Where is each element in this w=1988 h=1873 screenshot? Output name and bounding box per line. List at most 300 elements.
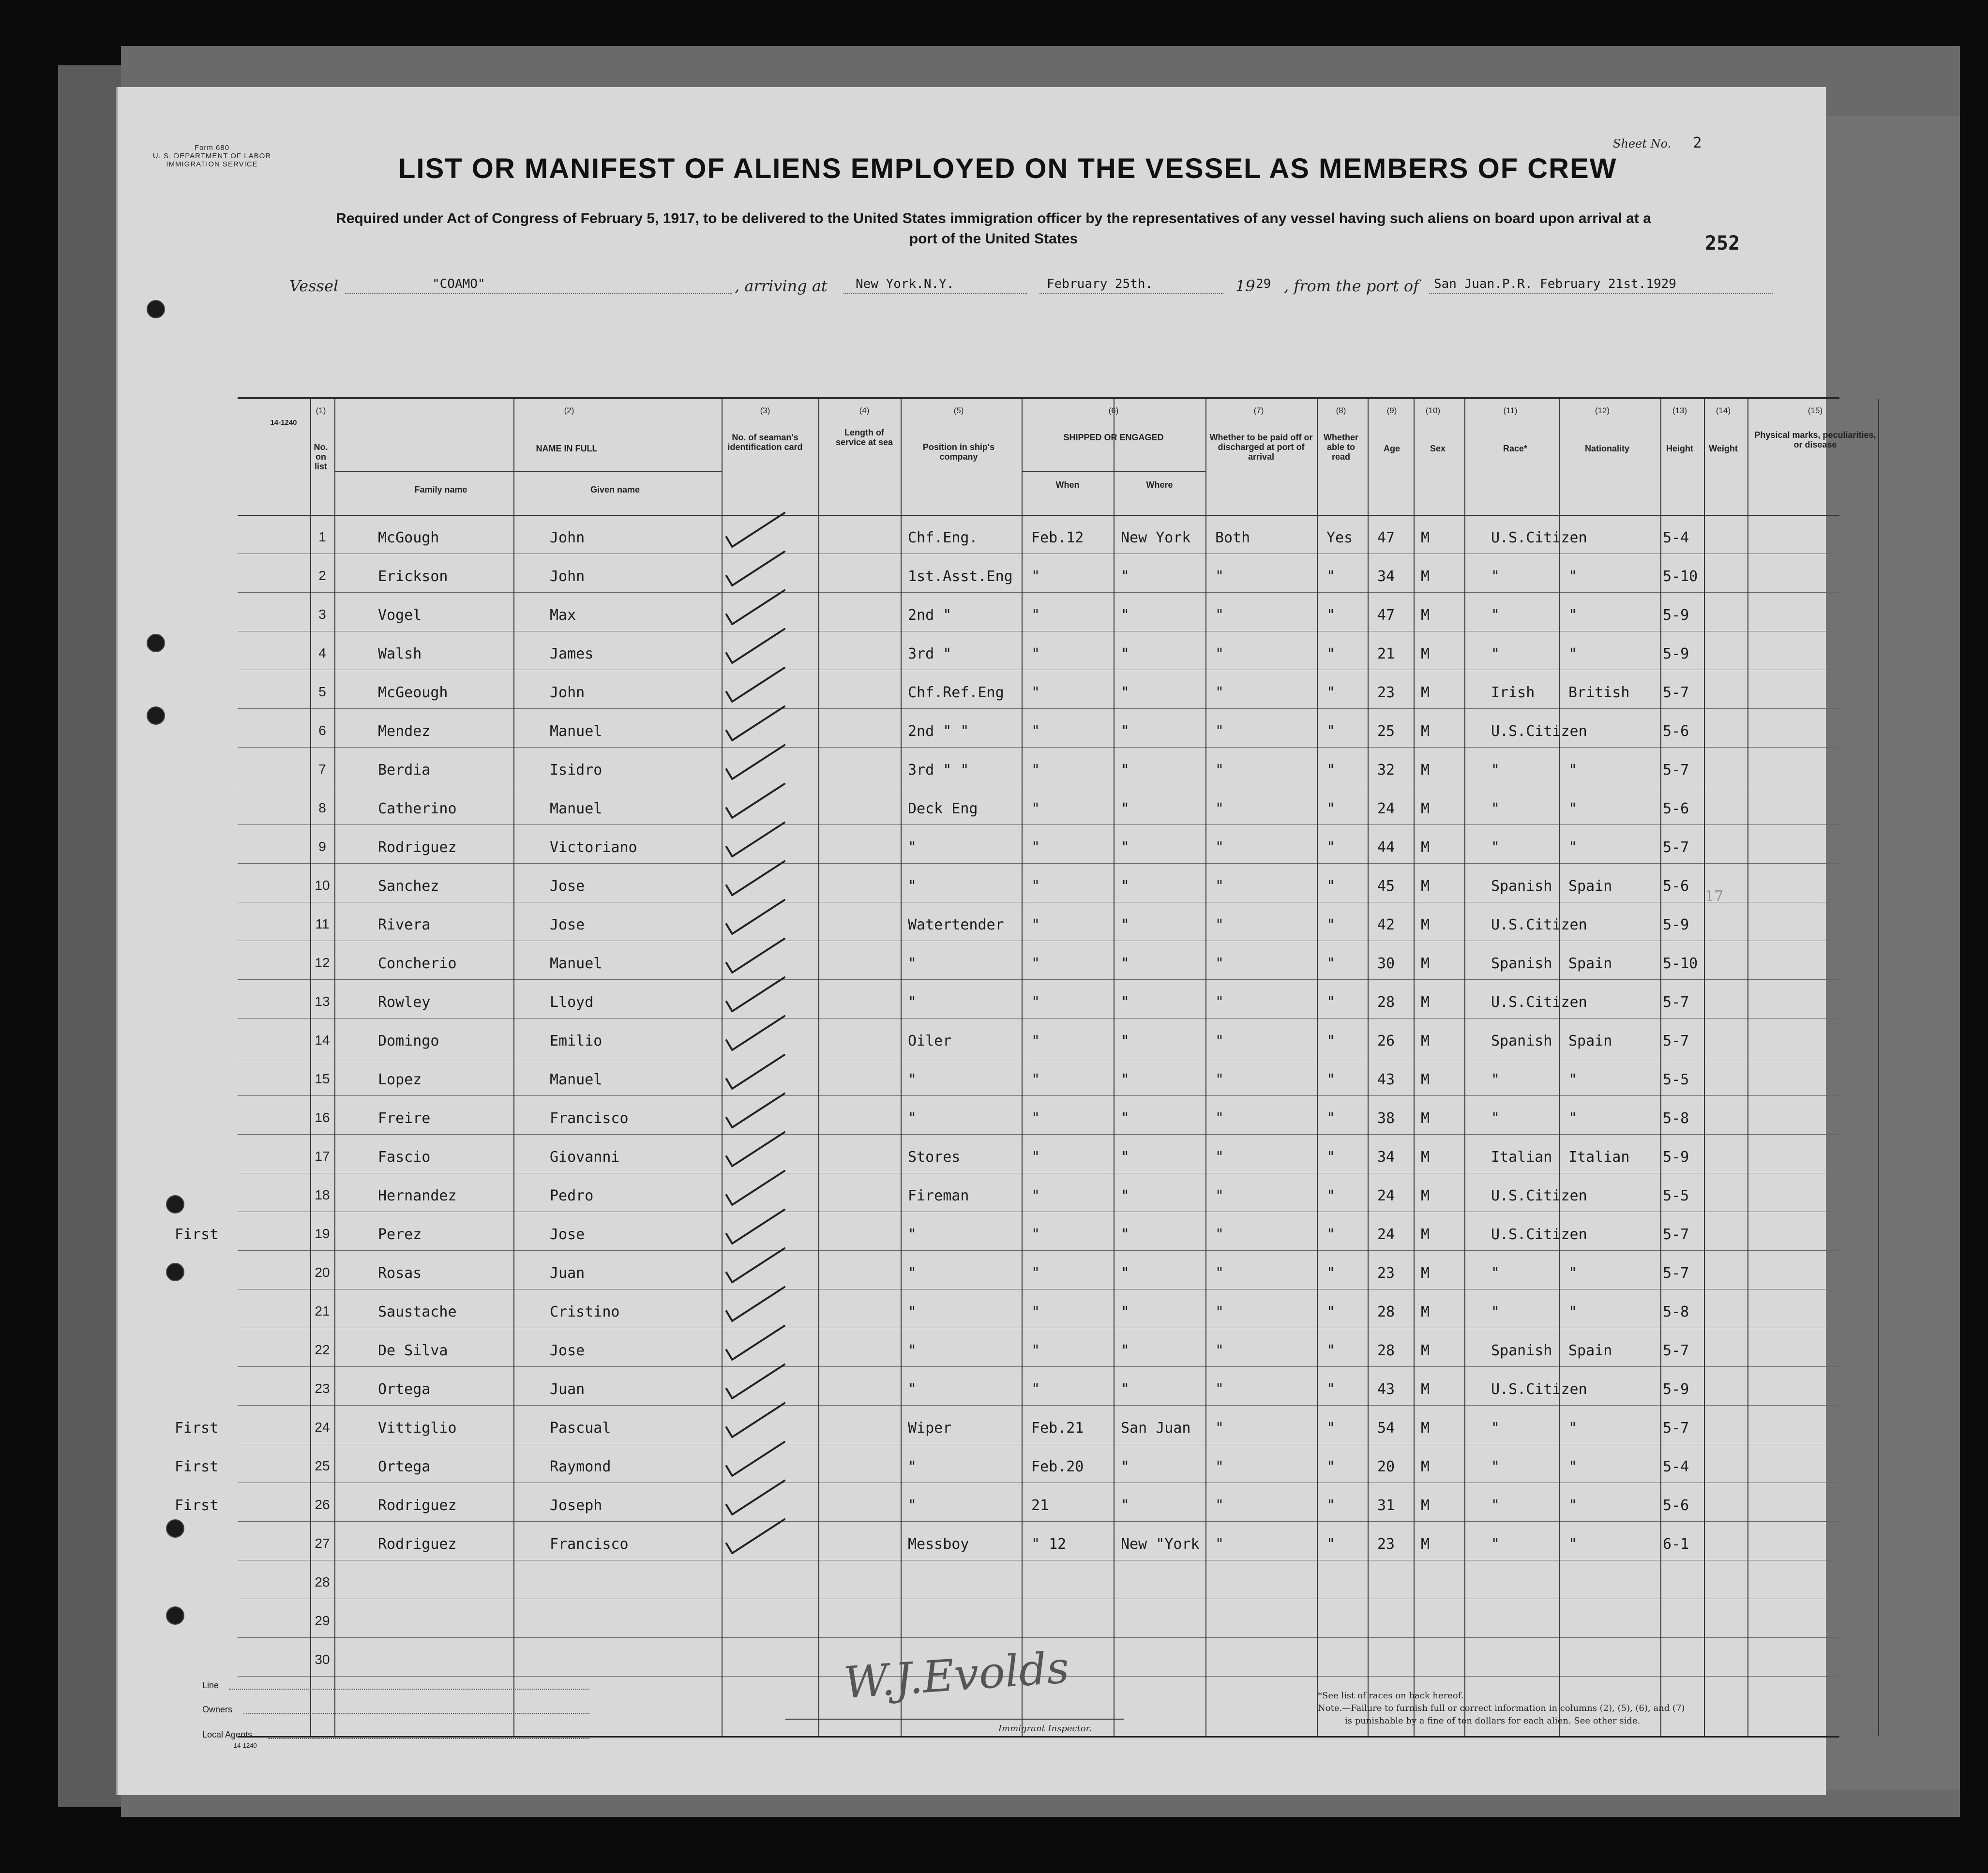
race-cell: " xyxy=(1491,1497,1500,1514)
age-cell: 23 xyxy=(1377,1265,1395,1282)
given-name-cell: Victoriano xyxy=(550,839,637,856)
position-cell: Oiler xyxy=(908,1033,952,1049)
age-cell: 28 xyxy=(1377,1304,1395,1320)
family-name-cell: Perez xyxy=(378,1226,422,1243)
when-cell: " 12 xyxy=(1031,1536,1067,1553)
sex-cell: M xyxy=(1421,1071,1430,1088)
nationality-cell: " xyxy=(1568,1071,1578,1088)
able-read-cell: " xyxy=(1326,762,1336,779)
col-num: (7) xyxy=(1253,406,1264,415)
check-mark-icon xyxy=(726,1326,784,1360)
when-cell: " xyxy=(1031,723,1040,740)
able-read-cell: " xyxy=(1326,1265,1336,1282)
given-name-cell: James xyxy=(550,645,594,662)
sex-cell: M xyxy=(1421,1381,1430,1398)
footer-notes xyxy=(1318,1690,1821,1727)
given-name-cell: Francisco xyxy=(550,1536,629,1553)
year-prefix: 19 xyxy=(1235,277,1255,295)
paid-off-cell: " xyxy=(1215,1420,1224,1437)
sex-cell: M xyxy=(1421,1458,1430,1475)
sex-cell: M xyxy=(1421,1342,1430,1359)
where-cell: " xyxy=(1121,1149,1130,1166)
given-name-cell: Raymond xyxy=(550,1458,611,1475)
race-cell: " xyxy=(1491,800,1500,817)
sex-cell: M xyxy=(1421,1226,1430,1243)
height-cell: 5-10 xyxy=(1663,568,1698,585)
race-cell: " xyxy=(1491,1265,1500,1282)
position-cell: " xyxy=(908,955,917,972)
when-cell: Feb.21 xyxy=(1031,1420,1084,1437)
check-mark-icon xyxy=(726,1364,784,1398)
col-num: (10) xyxy=(1425,406,1441,415)
col-num: (14) xyxy=(1716,406,1731,415)
able-read-cell: " xyxy=(1326,1342,1336,1359)
from-port-label: , from the port of xyxy=(1284,277,1419,295)
when-cell: " xyxy=(1031,1149,1040,1166)
race-cell: Spanish xyxy=(1491,878,1552,895)
age-cell: 34 xyxy=(1377,1149,1395,1166)
paid-off-cell: " xyxy=(1215,1110,1224,1127)
col-num: (12) xyxy=(1595,406,1610,415)
race-cell: U.S.Citizen xyxy=(1491,529,1587,546)
check-mark-icon xyxy=(726,706,784,740)
sex-cell: M xyxy=(1421,955,1430,972)
check-mark-icon xyxy=(726,668,784,702)
position-cell: Wiper xyxy=(908,1420,952,1437)
when-cell: " xyxy=(1031,800,1040,817)
able-read-cell: " xyxy=(1326,1226,1336,1243)
age-cell: 43 xyxy=(1377,1381,1395,1398)
sex-cell: M xyxy=(1421,1304,1430,1320)
paid-off-cell: " xyxy=(1215,1497,1224,1514)
nationality-cell: " xyxy=(1568,645,1578,662)
paid-off-cell: " xyxy=(1215,1187,1224,1204)
paid-off-cell: " xyxy=(1215,645,1224,662)
row-number: 17 xyxy=(315,1149,330,1164)
vessel-name: "COAMO" xyxy=(432,277,485,291)
able-read-cell: " xyxy=(1326,1458,1336,1475)
when-cell: " xyxy=(1031,1187,1040,1204)
nationality-cell: " xyxy=(1568,1265,1578,1282)
row-number: 27 xyxy=(315,1536,330,1551)
footer-agents-label: Local Agents xyxy=(202,1730,253,1739)
age-cell: 34 xyxy=(1377,568,1395,585)
vessel-label: Vessel xyxy=(289,277,339,295)
family-name-cell: Erickson xyxy=(378,568,448,585)
sex-cell: M xyxy=(1421,916,1430,933)
check-mark-icon xyxy=(726,1210,784,1244)
nationality-cell: " xyxy=(1568,762,1578,779)
handwritten-check-marks xyxy=(118,87,1826,1795)
position-cell: " xyxy=(908,1265,917,1282)
row-number: 16 xyxy=(315,1110,330,1125)
header-given-name: Given name xyxy=(590,485,640,494)
check-mark-icon xyxy=(726,1055,784,1089)
race-cell: U.S.Citizen xyxy=(1491,1187,1587,1204)
page-title: LIST OR MANIFEST OF ALIENS EMPLOYED ON THE VESSEL AS MEMBERS OF CREW xyxy=(398,153,1617,184)
position-cell: " xyxy=(908,1304,917,1320)
col-num: (15) xyxy=(1807,406,1823,415)
when-cell: Feb.20 xyxy=(1031,1458,1084,1475)
position-cell: Chf.Ref.Eng xyxy=(908,684,1004,701)
where-cell: " xyxy=(1121,1187,1130,1204)
race-cell: Spanish xyxy=(1491,1342,1552,1359)
nationality-cell: " xyxy=(1568,1536,1578,1553)
age-cell: 44 xyxy=(1377,839,1395,856)
given-name-cell: Jose xyxy=(550,916,585,933)
footer-note-failure: Note.—Failure to furnish full or correct information in columns (2), (5), (6), and (7) xyxy=(1318,1703,1685,1713)
check-mark-icon xyxy=(726,1442,784,1476)
footer-form-code: 14-1240 xyxy=(234,1742,257,1749)
age-cell: 24 xyxy=(1377,1187,1395,1204)
given-name-cell: Pascual xyxy=(550,1420,611,1437)
age-cell: 23 xyxy=(1377,1536,1395,1553)
nationality-cell: " xyxy=(1568,1497,1578,1514)
sheet-label: Sheet No. xyxy=(1613,137,1672,150)
height-cell: 5-7 xyxy=(1663,994,1689,1011)
row-margin-note: First xyxy=(175,1497,219,1514)
sex-cell: M xyxy=(1421,839,1430,856)
given-name-cell: Juan xyxy=(550,1381,585,1398)
when-cell: " xyxy=(1031,1033,1040,1049)
race-cell: " xyxy=(1491,1420,1500,1437)
position-cell: Messboy xyxy=(908,1536,969,1553)
row-number: 4 xyxy=(318,645,326,660)
check-mark-icon xyxy=(726,1248,784,1282)
when-cell: " xyxy=(1031,684,1040,701)
header-able-read: Whether able to read xyxy=(1324,433,1358,462)
position-cell: Watertender xyxy=(908,916,1004,933)
paid-off-cell: " xyxy=(1215,916,1224,933)
where-cell: " xyxy=(1121,1033,1130,1049)
race-cell: Italian xyxy=(1491,1149,1552,1166)
family-name-cell: Ortega xyxy=(378,1458,431,1475)
where-cell: " xyxy=(1121,916,1130,933)
age-cell: 32 xyxy=(1377,762,1395,779)
header-where: Where xyxy=(1146,480,1173,490)
header-position: Position in ship's company xyxy=(922,442,995,462)
row-margin-note: First xyxy=(175,1420,219,1437)
able-read-cell: " xyxy=(1326,994,1336,1011)
check-mark-icon xyxy=(726,590,784,624)
row-number: 22 xyxy=(315,1342,330,1357)
department-name: U. S. DEPARTMENT OF LABOR xyxy=(152,152,271,160)
col-num: (6) xyxy=(1108,406,1119,415)
height-cell: 5-7 xyxy=(1663,762,1689,779)
sex-cell: M xyxy=(1421,878,1430,895)
sex-cell: M xyxy=(1421,1265,1430,1282)
able-read-cell: " xyxy=(1326,1110,1336,1127)
col-num: (5) xyxy=(953,406,964,415)
able-read-cell: " xyxy=(1326,1149,1336,1166)
paid-off-cell: " xyxy=(1215,723,1224,740)
height-cell: 5-5 xyxy=(1663,1071,1689,1088)
sex-cell: M xyxy=(1421,723,1430,740)
sex-cell: M xyxy=(1421,1187,1430,1204)
header-nationality: Nationality xyxy=(1584,444,1629,453)
family-name-cell: Rodriguez xyxy=(378,1536,457,1553)
col-num: (9) xyxy=(1386,406,1397,415)
when-cell: " xyxy=(1031,955,1040,972)
given-name-cell: Joseph xyxy=(550,1497,602,1514)
when-cell: " xyxy=(1031,762,1040,779)
service-name: IMMIGRATION SERVICE xyxy=(166,160,258,168)
able-read-cell: " xyxy=(1326,1381,1336,1398)
family-name-cell: Freire xyxy=(378,1110,431,1127)
able-read-cell: " xyxy=(1326,916,1336,933)
age-cell: 42 xyxy=(1377,916,1395,933)
height-cell: 6-1 xyxy=(1663,1536,1689,1553)
age-cell: 38 xyxy=(1377,1110,1395,1127)
family-name-cell: Saustache xyxy=(378,1304,457,1320)
paid-off-cell: " xyxy=(1215,878,1224,895)
row-number: 11 xyxy=(315,916,330,931)
paid-off-cell: " xyxy=(1215,994,1224,1011)
given-name-cell: Manuel xyxy=(550,800,602,817)
able-read-cell: " xyxy=(1326,684,1336,701)
sex-cell: M xyxy=(1421,994,1430,1011)
height-cell: 5-4 xyxy=(1663,1458,1689,1475)
able-read-cell: " xyxy=(1326,800,1336,817)
able-read-cell: " xyxy=(1326,568,1336,585)
column-divider xyxy=(1878,399,1879,1736)
row-number: 6 xyxy=(318,723,326,738)
race-cell: U.S.Citizen xyxy=(1491,723,1587,740)
nationality-cell: Spain xyxy=(1568,955,1612,972)
check-mark-icon xyxy=(726,1094,784,1127)
col-num: (8) xyxy=(1336,406,1346,415)
row-number: 9 xyxy=(318,839,326,854)
given-name-cell: Jose xyxy=(550,878,585,895)
race-cell: U.S.Citizen xyxy=(1491,1381,1587,1398)
departure-port: San Juan.P.R. February 21st.1929 xyxy=(1434,277,1676,291)
row-number: 29 xyxy=(315,1613,330,1628)
family-name-cell: McGeough xyxy=(378,684,448,701)
check-mark-icon xyxy=(726,1171,784,1205)
position-cell: " xyxy=(908,1110,917,1127)
age-cell: 30 xyxy=(1377,955,1395,972)
check-mark-icon xyxy=(726,823,784,856)
row-number: 23 xyxy=(315,1381,330,1396)
given-name-cell: Giovanni xyxy=(550,1149,620,1166)
paid-off-cell: " xyxy=(1215,1071,1224,1088)
where-cell: " xyxy=(1121,607,1130,624)
when-cell: Feb.12 xyxy=(1031,529,1084,546)
height-cell: 5-5 xyxy=(1663,1187,1689,1204)
age-cell: 20 xyxy=(1377,1458,1395,1475)
given-name-cell: John xyxy=(550,568,585,585)
paid-off-cell: " xyxy=(1215,607,1224,624)
given-name-cell: Pedro xyxy=(550,1187,594,1204)
family-name-cell: Domingo xyxy=(378,1033,439,1049)
sex-cell: M xyxy=(1421,762,1430,779)
arriving-label: , arriving at xyxy=(735,277,828,295)
col-num: (2) xyxy=(564,406,574,415)
age-cell: 54 xyxy=(1377,1420,1395,1437)
when-cell: 21 xyxy=(1031,1497,1049,1514)
age-cell: 31 xyxy=(1377,1497,1395,1514)
family-name-cell: Rivera xyxy=(378,916,431,933)
race-cell: " xyxy=(1491,1536,1500,1553)
position-cell: " xyxy=(908,1381,917,1398)
paid-off-cell: " xyxy=(1215,1149,1224,1166)
family-name-cell: Concherio xyxy=(378,955,457,972)
able-read-cell: Yes xyxy=(1326,529,1353,546)
row-number: 1 xyxy=(318,529,326,544)
when-cell: " xyxy=(1031,1226,1040,1243)
able-read-cell: " xyxy=(1326,645,1336,662)
position-cell: " xyxy=(908,1342,917,1359)
check-mark-icon xyxy=(726,900,784,934)
check-mark-icon xyxy=(726,784,784,818)
when-cell: " xyxy=(1031,1110,1040,1127)
check-mark-icon xyxy=(726,861,784,895)
header-id-card: No. of seaman's identification card xyxy=(727,433,803,452)
able-read-cell: " xyxy=(1326,1536,1336,1553)
row-number: 26 xyxy=(315,1497,330,1512)
inspector-label: Immigrant Inspector. xyxy=(998,1723,1092,1734)
able-read-cell: " xyxy=(1326,839,1336,856)
race-cell: U.S.Citizen xyxy=(1491,1226,1587,1243)
nationality-cell: " xyxy=(1568,1110,1578,1127)
paid-off-cell: " xyxy=(1215,1265,1224,1282)
race-cell: " xyxy=(1491,1458,1500,1475)
paid-off-cell: " xyxy=(1215,1226,1224,1243)
age-cell: 43 xyxy=(1377,1071,1395,1088)
sex-cell: M xyxy=(1421,568,1430,585)
height-cell: 5-10 xyxy=(1663,955,1698,972)
family-name-cell: McGough xyxy=(378,529,439,546)
check-mark-icon xyxy=(726,977,784,1011)
age-cell: 21 xyxy=(1377,645,1395,662)
position-cell: " xyxy=(908,839,917,856)
age-cell: 24 xyxy=(1377,800,1395,817)
age-cell: 28 xyxy=(1377,994,1395,1011)
header-shipped: SHIPPED OR ENGAGED xyxy=(1063,433,1164,442)
row-number: 28 xyxy=(315,1574,330,1589)
check-mark-icon xyxy=(726,1132,784,1166)
paid-off-cell: Both xyxy=(1215,529,1250,546)
when-cell: " xyxy=(1031,1265,1040,1282)
col-num: (4) xyxy=(859,406,870,415)
paid-off-cell: " xyxy=(1215,1033,1224,1049)
where-cell: " xyxy=(1121,955,1130,972)
page-subtitle-2: port of the United States xyxy=(909,231,1078,247)
position-cell: Deck Eng xyxy=(908,800,978,817)
position-cell: Stores xyxy=(908,1149,961,1166)
row-number: 14 xyxy=(315,1033,330,1048)
given-name-cell: Francisco xyxy=(550,1110,629,1127)
paid-off-cell: " xyxy=(1215,1342,1224,1359)
position-cell: " xyxy=(908,1071,917,1088)
age-cell: 47 xyxy=(1377,529,1395,546)
able-read-cell: " xyxy=(1326,723,1336,740)
where-cell: " xyxy=(1121,1458,1130,1475)
form-number: Form 680 xyxy=(194,144,230,152)
family-name-cell: Fascio xyxy=(378,1149,431,1166)
where-cell: " xyxy=(1121,723,1130,740)
manifest-page xyxy=(116,87,1876,1795)
position-cell: " xyxy=(908,1458,917,1475)
height-cell: 5-9 xyxy=(1663,916,1689,933)
where-cell: " xyxy=(1121,1381,1130,1398)
nationality-cell: Spain xyxy=(1568,1033,1612,1049)
nationality-cell: " xyxy=(1568,800,1578,817)
row-number: 18 xyxy=(315,1187,330,1202)
family-name-cell: Sanchez xyxy=(378,878,439,895)
family-name-cell: Rosas xyxy=(378,1265,422,1282)
height-cell: 5-7 xyxy=(1663,1420,1689,1437)
where-cell: " xyxy=(1121,1226,1130,1243)
row-number: 10 xyxy=(315,878,330,893)
row-number: 5 xyxy=(318,684,326,699)
row-margin-note: First xyxy=(175,1458,219,1475)
where-cell: " xyxy=(1121,1265,1130,1282)
row-number: 21 xyxy=(315,1304,330,1319)
age-cell: 45 xyxy=(1377,878,1395,895)
sex-cell: M xyxy=(1421,1149,1430,1166)
paid-off-cell: " xyxy=(1215,762,1224,779)
row-number: 8 xyxy=(318,800,326,815)
given-name-cell: John xyxy=(550,684,585,701)
able-read-cell: " xyxy=(1326,1071,1336,1088)
header-no-on-list: No. on list xyxy=(314,442,328,471)
nationality-cell: Italian xyxy=(1568,1149,1630,1166)
form-code: 14-1240 xyxy=(270,419,297,427)
family-name-cell: Walsh xyxy=(378,645,422,662)
family-name-cell: Vittiglio xyxy=(378,1420,457,1437)
header-age: Age xyxy=(1383,444,1400,453)
when-cell: " xyxy=(1031,1071,1040,1088)
paid-off-cell: " xyxy=(1215,684,1224,701)
family-name-cell: Catherino xyxy=(378,800,457,817)
sheet-value: 2 xyxy=(1693,135,1702,151)
arrival-port: New York.N.Y. xyxy=(856,277,954,291)
nationality-cell: " xyxy=(1568,1458,1578,1475)
height-cell: 5-7 xyxy=(1663,1033,1689,1049)
col-num: (11) xyxy=(1503,406,1518,415)
height-cell: 5-7 xyxy=(1663,839,1689,856)
row-number: 20 xyxy=(315,1265,330,1280)
nationality-cell: Spain xyxy=(1568,878,1612,895)
when-cell: " xyxy=(1031,994,1040,1011)
header-length-service: Length of service at sea xyxy=(835,428,893,447)
where-cell: New "York xyxy=(1121,1536,1200,1553)
able-read-cell: " xyxy=(1326,607,1336,624)
height-cell: 5-6 xyxy=(1663,800,1689,817)
sex-cell: M xyxy=(1421,1536,1430,1553)
position-cell: " xyxy=(908,878,917,895)
check-mark-icon xyxy=(726,1016,784,1050)
given-name-cell: Jose xyxy=(550,1226,585,1243)
able-read-cell: " xyxy=(1326,1497,1336,1514)
race-cell: " xyxy=(1491,1071,1500,1088)
header-sex: Sex xyxy=(1430,444,1446,453)
height-cell: 5-9 xyxy=(1663,1149,1689,1166)
row-number: 3 xyxy=(318,607,326,622)
header-height: Height xyxy=(1666,444,1693,453)
inspector-signature: W.J.Evolds xyxy=(842,1642,1071,1709)
when-cell: " xyxy=(1031,878,1040,895)
where-cell: San Juan xyxy=(1121,1420,1191,1437)
where-cell: " xyxy=(1121,1342,1130,1359)
family-name-cell: Ortega xyxy=(378,1381,431,1398)
height-cell: 5-7 xyxy=(1663,684,1689,701)
row-number: 12 xyxy=(315,955,330,970)
sex-cell: M xyxy=(1421,607,1430,624)
where-cell: " xyxy=(1121,568,1130,585)
given-name-cell: Manuel xyxy=(550,723,602,740)
